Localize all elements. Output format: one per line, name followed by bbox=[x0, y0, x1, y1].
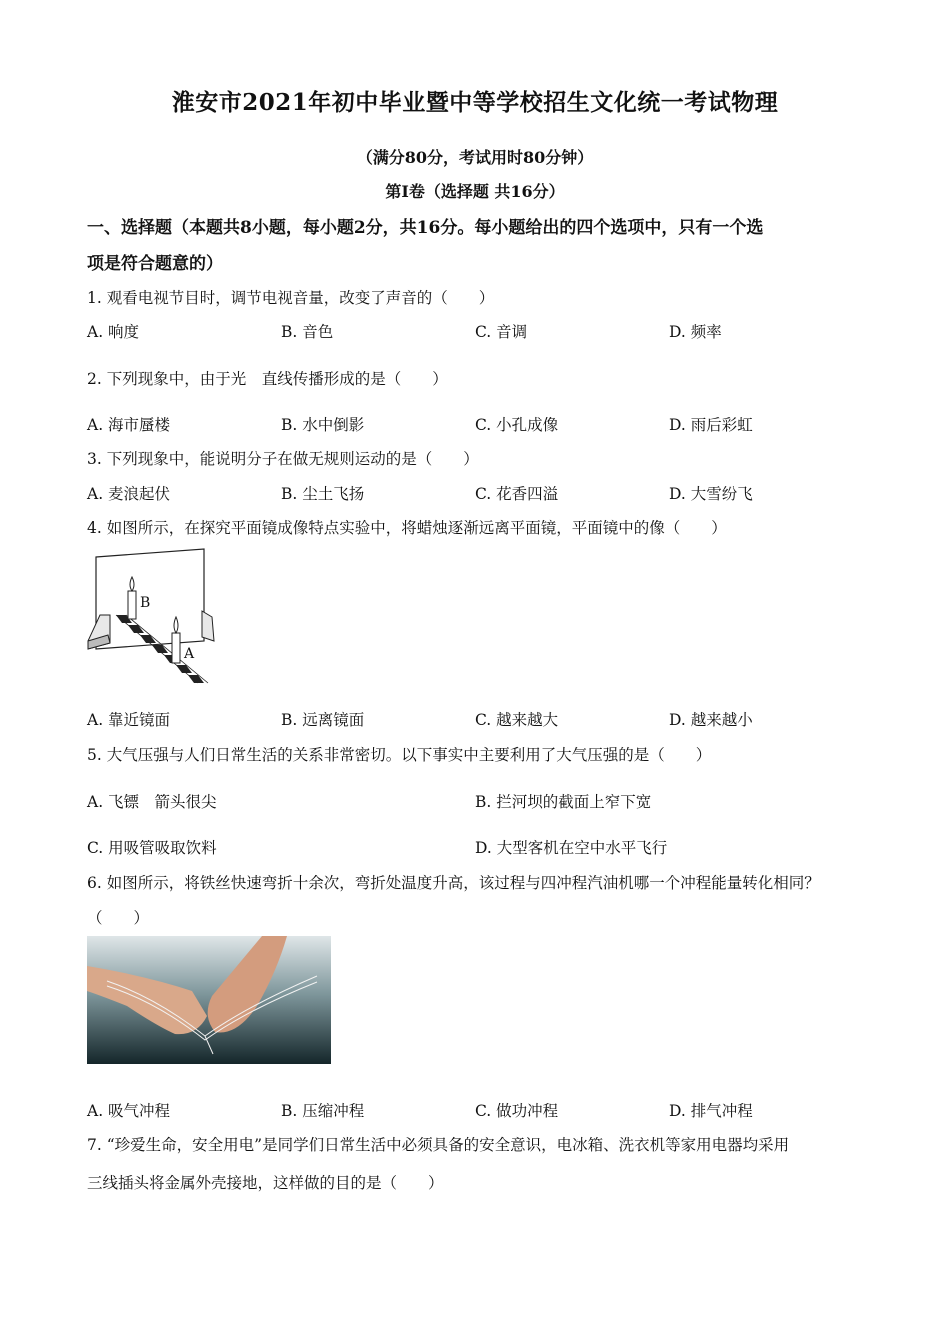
q5-option-b: B. 拦河坝的截面上窄下宽 bbox=[475, 793, 652, 811]
q6-option-c: C. 做功冲程 bbox=[475, 1102, 559, 1120]
q6-option-b: B. 压缩冲程 bbox=[281, 1102, 365, 1120]
label-b: B bbox=[140, 595, 151, 611]
q1-option-d: D. 频率 bbox=[669, 323, 722, 341]
question-3-stem: 3. 下列现象中，能说明分子在做无规则运动的是（ ） bbox=[87, 450, 479, 468]
question-6-stem: 6. 如图所示，将铁丝快速弯折十余次，弯折处温度升高，该过程与四冲程汽油机哪一个冲程能量转化相同？ bbox=[87, 874, 820, 892]
page-title: 淮安市2021年初中毕业暨中等学校招生文化统一考试物理 bbox=[171, 89, 779, 116]
q5-option-d: D. 大型客机在空中水平飞行 bbox=[475, 839, 668, 857]
question-1-stem: 1. 观看电视节目时，调节电视音量，改变了声音的（ ） bbox=[87, 289, 495, 307]
question-4-stem: 4. 如图所示，在探究平面镜成像特点实验中，将蜡烛逐渐远离平面镜，平面镜中的像（ ） bbox=[87, 519, 727, 537]
q6-option-a: A. 吸气冲程 bbox=[87, 1102, 171, 1120]
question-7-stem: 7. “珍爱生命，安全用电”是同学们日常生活中必须具备的安全意识，电冰箱、洗衣机等家用电器均采用 bbox=[87, 1136, 790, 1154]
q4-option-d: D. 越来越小 bbox=[669, 711, 753, 729]
q1-option-a: A. 响度 bbox=[87, 323, 140, 341]
label-a: A bbox=[184, 646, 195, 662]
question-2-stem: 2. 下列现象中，由于光 直线传播形成的是（ ） bbox=[87, 370, 448, 388]
q4-option-c: C. 越来越大 bbox=[475, 711, 559, 729]
q6-option-d: D. 排气冲程 bbox=[669, 1102, 753, 1120]
q3-option-b: B. 尘土飞扬 bbox=[281, 485, 365, 503]
q4-option-b: B. 远离镜面 bbox=[281, 711, 365, 729]
q2-option-b: B. 水中倒影 bbox=[281, 416, 365, 434]
q5-option-c: C. 用吸管吸取饮料 bbox=[87, 839, 217, 857]
q2-option-d: D. 雨后彩虹 bbox=[669, 416, 753, 434]
question-6-stem-cont: （ ） bbox=[87, 909, 150, 927]
q3-option-c: C. 花香四溢 bbox=[475, 485, 559, 503]
q3-option-d: D. 大雪纷飞 bbox=[669, 485, 753, 503]
section-heading-line2: 项是符合题意的） bbox=[87, 254, 223, 274]
q1-option-c: C. 音调 bbox=[475, 323, 528, 341]
section-heading-line1: 一、选择题（本题共8小题，每小题2分，共16分。每小题给出的四个选项中，只有一个选 bbox=[87, 218, 764, 238]
full-marks-note: （满分80分，考试用时80分钟） bbox=[356, 148, 594, 167]
mirror-support-right bbox=[202, 611, 214, 641]
q3-option-a: A. 麦浪起伏 bbox=[87, 485, 171, 503]
question-7-stem-cont: 三线插头将金属外壳接地，这样做的目的是（ ） bbox=[87, 1174, 444, 1192]
q2-option-a: A. 海市蜃楼 bbox=[87, 416, 171, 434]
q4-option-a: A. 靠近镜面 bbox=[87, 711, 171, 729]
question-5-stem: 5. 大气压强与人们日常生活的关系非常密切。以下事实中主要利用了大气压强的是（ ） bbox=[87, 746, 712, 764]
volume-heading: 第Ⅰ卷（选择题 共16分） bbox=[385, 182, 565, 201]
plane-mirror-candle-figure bbox=[86, 545, 216, 690]
q5-option-a: A. 飞镖 箭头很尖 bbox=[87, 793, 217, 811]
bending-wire-photo bbox=[87, 936, 331, 1064]
q2-option-c: C. 小孔成像 bbox=[475, 416, 559, 434]
q1-option-b: B. 音色 bbox=[281, 323, 334, 341]
